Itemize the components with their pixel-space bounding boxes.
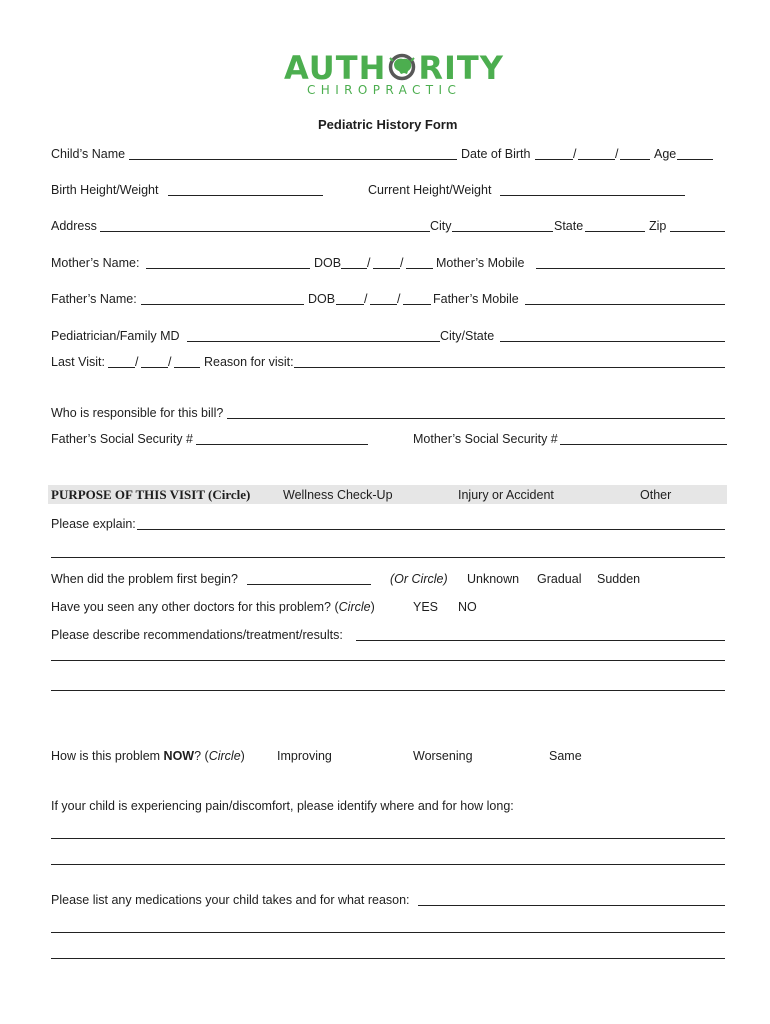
pain-question-label: If your child is experiencing pain/discomfort, please identify where and for how long: xyxy=(51,799,514,813)
describe-recs-field[interactable] xyxy=(356,640,725,641)
medications-field[interactable] xyxy=(418,905,725,906)
form-title: Pediatric History Form xyxy=(318,117,458,132)
logo-word-left: AUTH xyxy=(284,49,387,87)
address-label: Address xyxy=(51,219,97,233)
mothers-name-field[interactable] xyxy=(146,268,310,269)
zip-field[interactable] xyxy=(670,231,725,232)
zip-label: Zip xyxy=(649,219,667,233)
medications-label: Please list any medications your child takes and for what reason: xyxy=(51,893,410,907)
onset-option-sudden[interactable]: Sudden xyxy=(597,572,641,586)
state-label: State xyxy=(554,219,584,233)
medications-field-2[interactable] xyxy=(51,932,725,933)
childs-name-label: Child’s Name xyxy=(51,147,126,161)
mother-dob-label: DOB xyxy=(314,256,342,270)
mothers-name-label: Mother’s Name: xyxy=(51,256,140,270)
father-dob-year[interactable] xyxy=(403,304,431,305)
last-visit-year[interactable] xyxy=(174,367,200,368)
dob-year-field[interactable] xyxy=(620,159,650,160)
address-field[interactable] xyxy=(100,231,430,232)
last-visit-month[interactable] xyxy=(108,367,135,368)
fathers-ssn-label: Father’s Social Security # xyxy=(51,432,193,446)
how-now-question: How is this problem NOW? (Circle) xyxy=(51,749,245,763)
last-visit-label: Last Visit: xyxy=(51,355,105,369)
please-explain-label: Please explain: xyxy=(51,517,136,531)
city-state-field[interactable] xyxy=(500,341,725,342)
please-explain-field[interactable] xyxy=(137,529,725,530)
purpose-option-other[interactable]: Other xyxy=(640,488,672,502)
mothers-mobile-label: Mother’s Mobile xyxy=(436,256,525,270)
responsible-bill-label: Who is responsible for this bill? xyxy=(51,406,224,420)
fathers-ssn-field[interactable] xyxy=(196,444,368,445)
birth-height-weight-field[interactable] xyxy=(168,195,323,196)
describe-recs-label: Please describe recommendations/treatment/results: xyxy=(51,628,343,642)
progress-option-same[interactable]: Same xyxy=(549,749,582,763)
fathers-name-field[interactable] xyxy=(141,304,304,305)
logo-subtitle: CHIROPRACTIC xyxy=(307,83,462,97)
last-visit-day[interactable] xyxy=(141,367,168,368)
father-dob-label: DOB xyxy=(308,292,336,306)
reason-for-visit-label: Reason for visit: xyxy=(204,355,294,369)
purpose-heading: PURPOSE OF THIS VISIT (Circle) xyxy=(51,487,251,502)
dob-label: Date of Birth xyxy=(461,147,531,161)
city-label: City xyxy=(430,219,452,233)
father-dob-month[interactable] xyxy=(336,304,364,305)
purpose-option-injury[interactable]: Injury or Accident xyxy=(458,488,554,502)
mothers-mobile-field[interactable] xyxy=(536,268,725,269)
describe-recs-field-2[interactable] xyxy=(51,660,725,661)
purpose-option-wellness[interactable]: Wellness Check-Up xyxy=(283,488,393,502)
fathers-mobile-label: Father’s Mobile xyxy=(433,292,519,306)
current-height-weight-field[interactable] xyxy=(500,195,685,196)
describe-recs-field-3[interactable] xyxy=(51,690,725,691)
other-doctors-question: Have you seen any other doctors for this problem? (Circle) xyxy=(51,600,375,614)
bull-icon xyxy=(387,53,417,81)
medications-field-3[interactable] xyxy=(51,958,725,959)
onset-option-unknown[interactable]: Unknown xyxy=(467,572,520,586)
pain-field-2[interactable] xyxy=(51,864,725,865)
mother-dob-year[interactable] xyxy=(406,268,433,269)
pediatrician-field[interactable] xyxy=(187,341,440,342)
mothers-ssn-label: Mother’s Social Security # xyxy=(413,432,558,446)
city-field[interactable] xyxy=(452,231,553,232)
or-circle-label: (Or Circle) xyxy=(390,572,448,586)
age-label: Age xyxy=(654,147,677,161)
progress-option-worsening[interactable]: Worsening xyxy=(413,749,473,763)
onset-option-gradual[interactable]: Gradual xyxy=(537,572,582,586)
problem-begin-label: When did the problem first begin? xyxy=(51,572,238,586)
mother-dob-month[interactable] xyxy=(341,268,367,269)
responsible-bill-field[interactable] xyxy=(227,418,725,419)
city-state-label: City/State xyxy=(440,329,495,343)
fathers-name-label: Father’s Name: xyxy=(51,292,137,306)
pediatrician-label: Pediatrician/Family MD xyxy=(51,329,180,343)
mothers-ssn-field[interactable] xyxy=(560,444,727,445)
please-explain-field-2[interactable] xyxy=(51,557,725,558)
age-field[interactable] xyxy=(677,159,713,160)
birth-height-weight-label: Birth Height/Weight xyxy=(51,183,159,197)
dob-day-field[interactable] xyxy=(578,159,615,160)
problem-begin-field[interactable] xyxy=(247,584,371,585)
other-doctors-yes[interactable]: YES xyxy=(413,600,439,614)
current-height-weight-label: Current Height/Weight xyxy=(368,183,492,197)
logo-o-mark xyxy=(387,52,417,78)
state-field[interactable] xyxy=(585,231,645,232)
fathers-mobile-field[interactable] xyxy=(525,304,725,305)
mother-dob-day[interactable] xyxy=(373,268,400,269)
childs-name-field[interactable] xyxy=(129,159,457,160)
father-dob-day[interactable] xyxy=(370,304,397,305)
reason-for-visit-field[interactable] xyxy=(294,367,725,368)
dob-month-field[interactable] xyxy=(535,159,573,160)
logo-wordmark xyxy=(284,50,504,86)
other-doctors-no[interactable]: NO xyxy=(458,600,477,614)
progress-option-improving[interactable]: Improving xyxy=(277,749,332,763)
logo-word-right: RITY xyxy=(418,49,504,87)
pain-field-1[interactable] xyxy=(51,838,725,839)
